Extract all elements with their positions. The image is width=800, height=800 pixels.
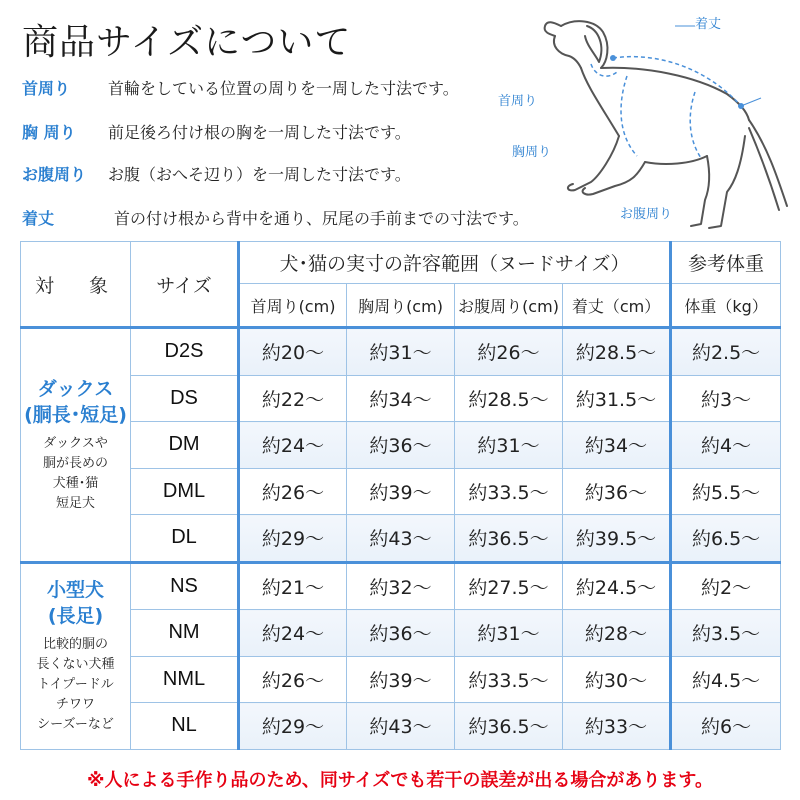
length-cell: 約28.5～ [563,328,671,376]
definition-term: お腹周り [22,165,87,184]
neck-cell: 約26～ [239,468,347,515]
neck-cell: 約29～ [239,703,347,750]
weight-cell: 約6.5～ [671,515,781,563]
page-title: 商品サイズについて [22,22,352,63]
size-table [20,241,781,750]
group-title: ダックス [37,377,114,400]
chest-cell: 約39～ [347,468,455,515]
weight-cell: 約6～ [671,703,781,750]
header-neck: 首周り(cm) [239,284,347,328]
belly-cell: 約31～ [455,610,563,657]
weight-cell: 約4～ [671,422,781,469]
length-cell: 約34～ [563,422,671,469]
chest-cell: 約31～ [347,328,455,376]
definition-desc: 首輪をしている位置の周りを一周した寸法です。 [108,79,459,98]
size-cell: NS [131,562,239,610]
size-cell: NL [131,703,239,750]
label-chest: 胸周り [512,145,552,160]
group-title: 小型犬 [46,579,104,601]
neck-cell: 約20～ [239,328,347,376]
group-small-dog [21,562,131,749]
size-cell: DM [131,422,239,469]
length-cell: 約28～ [563,610,671,657]
chest-cell: 約43～ [347,515,455,563]
definition-desc: お腹（おへそ辺り）を一周した寸法です。 [108,165,411,184]
weight-cell: 約4.5～ [671,656,781,703]
size-cell: NML [131,656,239,703]
header-belly: お腹周り(cm) [455,284,563,328]
group-desc-line: チワワ [55,697,95,712]
group-desc-line: シーズーなど [37,717,114,732]
length-cell: 約30～ [563,656,671,703]
definition-desc: 首の付け根から背中を通り、尻尾の手前までの寸法です。 [114,209,529,228]
neck-cell: 約22～ [239,375,347,422]
size-cell: D2S [131,328,239,376]
header-length: 着丈（cm） [563,284,671,328]
belly-cell: 約36.5～ [455,515,563,563]
weight-cell: 約3.5～ [671,610,781,657]
dog-measurement-diagram [495,6,795,238]
chest-cell: 約36～ [347,610,455,657]
label-neck: 首周り [498,94,538,109]
header-chest: 胸周り(cm) [347,284,455,328]
size-cell: DML [131,468,239,515]
belly-cell: 約31～ [455,422,563,469]
definition-desc: 前足後ろ付け根の胸を一周した寸法です。 [108,123,411,142]
chest-cell: 約39～ [347,656,455,703]
header-weight-kg: 体重（kg） [671,284,781,328]
neck-cell: 約24～ [239,610,347,657]
group-desc-line: 短足犬 [55,495,95,511]
header-weight: 参考体重 [671,242,781,284]
weight-cell: 約2.5～ [671,328,781,376]
size-cell: NM [131,610,239,657]
definition-term: 首周り [22,79,71,98]
belly-cell: 約33.5～ [455,656,563,703]
chest-cell: 約43～ [347,703,455,750]
belly-cell: 約33.5～ [455,468,563,515]
label-belly: お腹周り [620,207,673,222]
length-cell: 約31.5～ [563,375,671,422]
group-desc-line: 長くない犬種 [36,657,115,672]
definition-term: 胸 周り [22,123,76,142]
disclaimer-note: ※人による手作り品のため、同サイズでも若干の誤差が出る場合があります。 [87,770,713,791]
size-cell: DS [131,375,239,422]
size-cell: DL [131,515,239,563]
header-size: サイズ [131,242,239,328]
group-subtitle: (胴長･短足) [24,403,127,426]
belly-cell: 約36.5～ [455,703,563,750]
length-cell: 約36～ [563,468,671,515]
header-actual-range: 犬･猫の実寸の許容範囲（ヌードサイズ） [239,242,671,284]
header-target: 対 象 [21,242,131,328]
definition-term: 着丈 [22,209,55,228]
length-cell: 約24.5～ [563,562,671,610]
group-dachshund [21,328,131,563]
length-cell: 約39.5～ [563,515,671,563]
group-desc-line: トイプードル [37,677,114,692]
neck-cell: 約29～ [239,515,347,563]
label-length: 着丈 [695,17,722,32]
belly-cell: 約27.5～ [455,562,563,610]
chest-cell: 約34～ [347,375,455,422]
belly-cell: 約26～ [455,328,563,376]
weight-cell: 約5.5～ [671,468,781,515]
chest-cell: 約32～ [347,562,455,610]
belly-cell: 約28.5～ [455,375,563,422]
chest-cell: 約36～ [347,422,455,469]
neck-cell: 約24～ [239,422,347,469]
neck-cell: 約21～ [239,562,347,610]
weight-cell: 約3～ [671,375,781,422]
group-desc-line: ダックスや [43,435,108,451]
weight-cell: 約2～ [671,562,781,610]
group-subtitle: (長足) [47,605,104,627]
group-desc-line: 胴が長めの [42,455,108,471]
neck-cell: 約26～ [239,656,347,703]
group-desc-line: 犬種･猫 [52,475,99,491]
group-desc-line: 比較的胴の [42,637,108,652]
length-cell: 約33～ [563,703,671,750]
